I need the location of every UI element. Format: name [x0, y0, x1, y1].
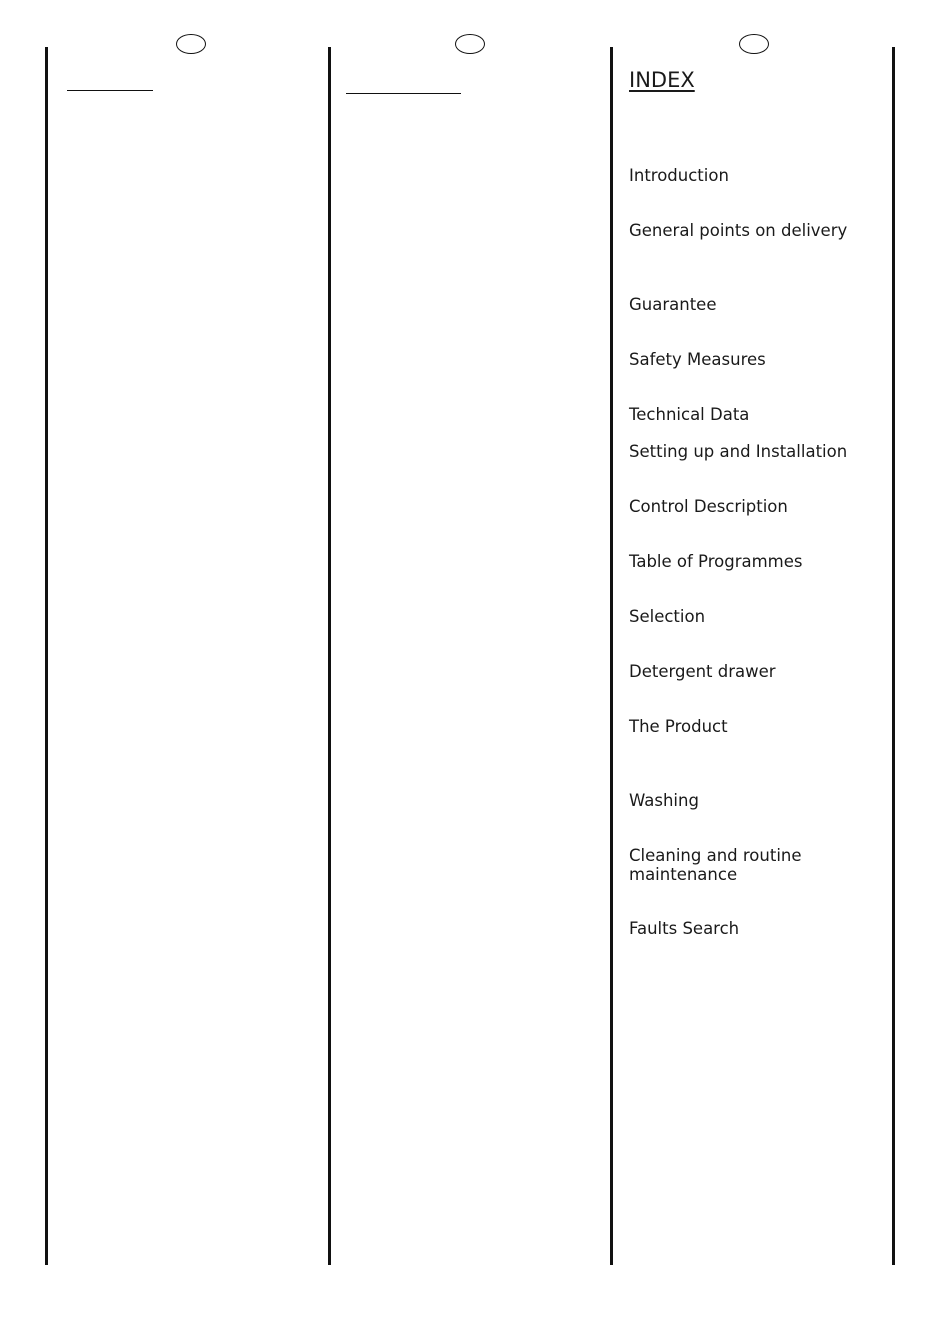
language-badge-column-2: [455, 34, 485, 54]
toc-item-washing[interactable]: Washing: [629, 791, 699, 810]
toc-item-guarantee[interactable]: Guarantee: [629, 295, 717, 314]
toc-item-cleaning-and-routine-maintenance[interactable]: Cleaning and routine maintenance: [629, 846, 802, 884]
index-title: INDEX: [629, 68, 695, 92]
toc-item-selection[interactable]: Selection: [629, 607, 706, 626]
column-divider-left: [45, 47, 48, 1265]
language-badge-column-3: [739, 34, 769, 54]
column-divider-right: [892, 47, 895, 1265]
toc-item-technical-data[interactable]: Technical Data: [629, 405, 750, 424]
column-divider-middle-left: [328, 47, 331, 1265]
toc-item-general-points-on-delivery[interactable]: General points on delivery: [629, 221, 848, 240]
heading-underline-column-1: [67, 90, 153, 91]
language-badge-column-1: [176, 34, 206, 54]
toc-item-safety-measures[interactable]: Safety Measures: [629, 350, 766, 369]
heading-underline-column-2: [346, 93, 461, 94]
toc-item-table-of-programmes[interactable]: Table of Programmes: [629, 552, 803, 571]
toc-item-faults-search[interactable]: Faults Search: [629, 919, 740, 938]
toc-item-setting-up-and-installation[interactable]: Setting up and Installation: [629, 442, 848, 461]
toc-item-the-product[interactable]: The Product: [629, 717, 728, 736]
toc-item-control-description[interactable]: Control Description: [629, 497, 788, 516]
toc-item-detergent-drawer[interactable]: Detergent drawer: [629, 662, 776, 681]
column-divider-middle-right: [610, 47, 613, 1265]
toc-item-introduction[interactable]: Introduction: [629, 166, 729, 185]
